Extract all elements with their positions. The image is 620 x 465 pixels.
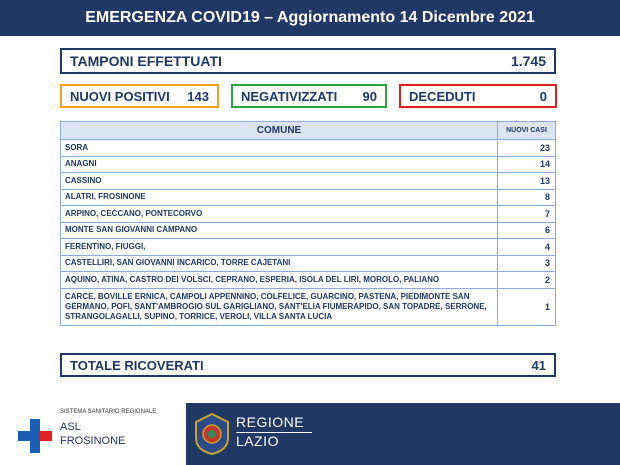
row-comune: FERENTINO, FIUGGI,	[61, 239, 498, 256]
row-casi: 7	[498, 206, 556, 223]
row-comune: ALATRI, FROSINONE	[61, 189, 498, 206]
table-header-row	[61, 122, 556, 140]
nuovi-positivi-label: NUOVI POSITIVI	[70, 88, 170, 104]
regione-name-line1: REGIONE	[236, 414, 305, 430]
totale-ricoverati-label: TOTALE RICOVERATI	[70, 357, 204, 373]
nuovi-positivi-value: 143	[187, 88, 209, 104]
comuni-table	[60, 121, 556, 326]
table-row	[61, 272, 556, 289]
negativizzati-label: NEGATIVIZZATI	[241, 88, 338, 104]
row-casi: 2	[498, 272, 556, 289]
asl-subtitle: SISTEMA SANITARIO REGIONALE	[60, 409, 157, 415]
row-comune: CARCE, BOVILLE ERNICA, CAMPOLI APPENNINO, COLFELICE, GUARCINO, PASTENA, PIEDIMONTE SAN GERMANO, POFI, SANT'AMBROGIO SUL GARIGLIANO, SANT'ELIA FIUMERAPIDO, SAN TOPADRE, SERRONE, STRANGOLAGALLI, SUPINO, TORRICE, VEROLI, VILLA SANTA LUCIA	[61, 288, 498, 325]
asl-name-line2: FROSINONE	[60, 435, 126, 447]
table-row	[61, 140, 556, 157]
asl-name-line1: ASL	[60, 421, 81, 433]
deceduti-label: DECEDUTI	[409, 88, 476, 104]
table-row	[61, 206, 556, 223]
tamponi-box	[60, 48, 556, 74]
regione-lazio-emblem-icon	[194, 412, 230, 456]
row-comune: MONTE SAN GIOVANNI CAMPANO	[61, 222, 498, 239]
row-comune: SORA	[61, 140, 498, 157]
row-comune: CASSINO	[61, 173, 498, 190]
totale-ricoverati-box	[60, 353, 556, 377]
table-row	[61, 255, 556, 272]
medical-cross-icon	[18, 419, 52, 453]
negativizzati-value: 90	[362, 88, 377, 104]
table-row	[61, 222, 556, 239]
deceduti-box	[399, 84, 557, 108]
column-header-nuovi-casi: NUOVI CASI	[498, 122, 556, 140]
row-casi: 4	[498, 239, 556, 256]
table-row	[61, 156, 556, 173]
deceduti-value: 0	[539, 88, 547, 104]
totale-ricoverati-value: 41	[531, 357, 546, 373]
asl-frosinone-logo	[18, 409, 178, 459]
page-title: EMERGENZA COVID19 – Aggiornamento 14 Dicembre 2021	[85, 9, 535, 26]
table-row	[61, 288, 556, 325]
row-casi: 8	[498, 189, 556, 206]
row-casi: 6	[498, 222, 556, 239]
row-comune: AQUINO, ATINA, CASTRO DEI VOLSCI, CEPRANO, ESPERIA, ISOLA DEL LIRI, MOROLO, PALIANO	[61, 272, 498, 289]
regione-name-line2: LAZIO	[236, 433, 279, 449]
row-comune: ARPINO, CECCANO, PONTECORVO	[61, 206, 498, 223]
table-row	[61, 239, 556, 256]
row-casi: 1	[498, 288, 556, 325]
negativizzati-box	[231, 84, 387, 108]
table-row	[61, 173, 556, 190]
row-casi: 3	[498, 255, 556, 272]
row-casi: 23	[498, 140, 556, 157]
row-casi: 14	[498, 156, 556, 173]
tamponi-value: 1.745	[510, 53, 546, 69]
table-row	[61, 189, 556, 206]
tamponi-label: TAMPONI EFFETTUATI	[70, 53, 222, 69]
page-header	[0, 0, 620, 36]
nuovi-positivi-box	[60, 84, 219, 108]
row-comune: ANAGNI	[61, 156, 498, 173]
row-casi: 13	[498, 173, 556, 190]
column-header-comune: COMUNE	[61, 122, 498, 140]
row-comune: CASTELLIRI, SAN GIOVANNI INCARICO, TORRE CAJETANI	[61, 255, 498, 272]
